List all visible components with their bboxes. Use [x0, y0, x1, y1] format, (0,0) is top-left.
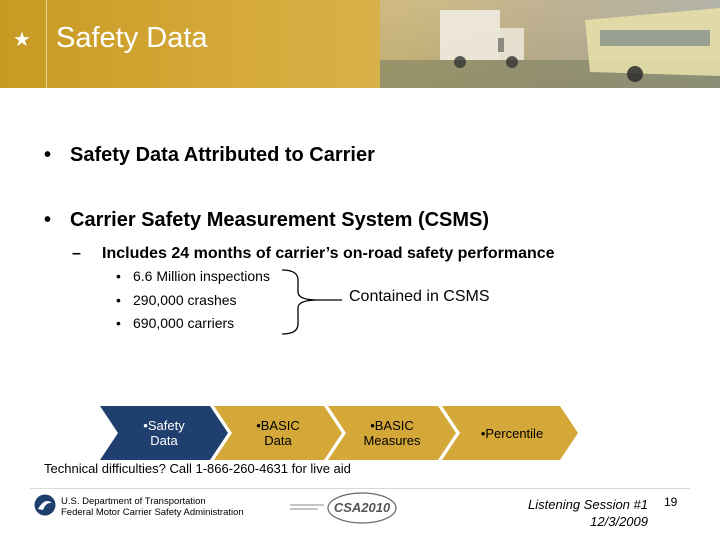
header-divider — [46, 0, 47, 88]
bullet-dot: • — [44, 209, 52, 231]
sub-bullet-dash: – — [72, 245, 81, 262]
usdot-logo-icon — [34, 494, 56, 516]
contained-label: Contained in CSMS — [349, 288, 490, 305]
process-flow — [100, 406, 590, 460]
header-truck-photo — [380, 0, 720, 88]
flow-step-label: •BASIC Measures — [363, 418, 421, 448]
bullet-dot: • — [44, 144, 52, 166]
header-banner — [0, 0, 720, 88]
flow-step-label: •Safety Data — [143, 418, 185, 448]
page-title: Safety Data — [56, 22, 208, 54]
item-text: 6.6 Million inspections — [133, 268, 270, 284]
session-date: 12/3/2009 — [590, 514, 648, 529]
tech-support-note: Technical difficulties? Call 1-866-260-4631 for live aid — [44, 461, 351, 476]
item-text: 290,000 crashes — [133, 292, 237, 308]
csa2010-logo — [290, 491, 400, 525]
flow-step-label: •BASIC Data — [256, 418, 300, 448]
footer-divider — [30, 488, 690, 489]
star-icon: ★ — [13, 29, 31, 51]
item-dot: • — [116, 268, 121, 284]
page-number: 19 — [664, 495, 678, 509]
bullet-text: Carrier Safety Measurement System (CSMS) — [70, 209, 490, 231]
dot-agency-text — [61, 496, 244, 518]
session-title: Listening Session #1 — [528, 497, 648, 512]
dot-line-2: Federal Motor Carrier Safety Administration — [61, 507, 244, 518]
dot-line-1: U.S. Department of Transportation — [61, 496, 206, 507]
item-dot: • — [116, 292, 121, 308]
item-dot: • — [116, 315, 121, 331]
flow-step-label: •Percentile — [480, 425, 544, 441]
curly-bracket — [280, 268, 346, 338]
bullet-text: Safety Data Attributed to Carrier — [70, 144, 375, 166]
session-info — [500, 496, 648, 530]
sub-bullet-text: Includes 24 months of carrier’s on-road safety performance — [102, 245, 555, 262]
item-text: 690,000 carriers — [133, 315, 235, 331]
svg-text:CSA2010: CSA2010 — [333, 500, 391, 515]
